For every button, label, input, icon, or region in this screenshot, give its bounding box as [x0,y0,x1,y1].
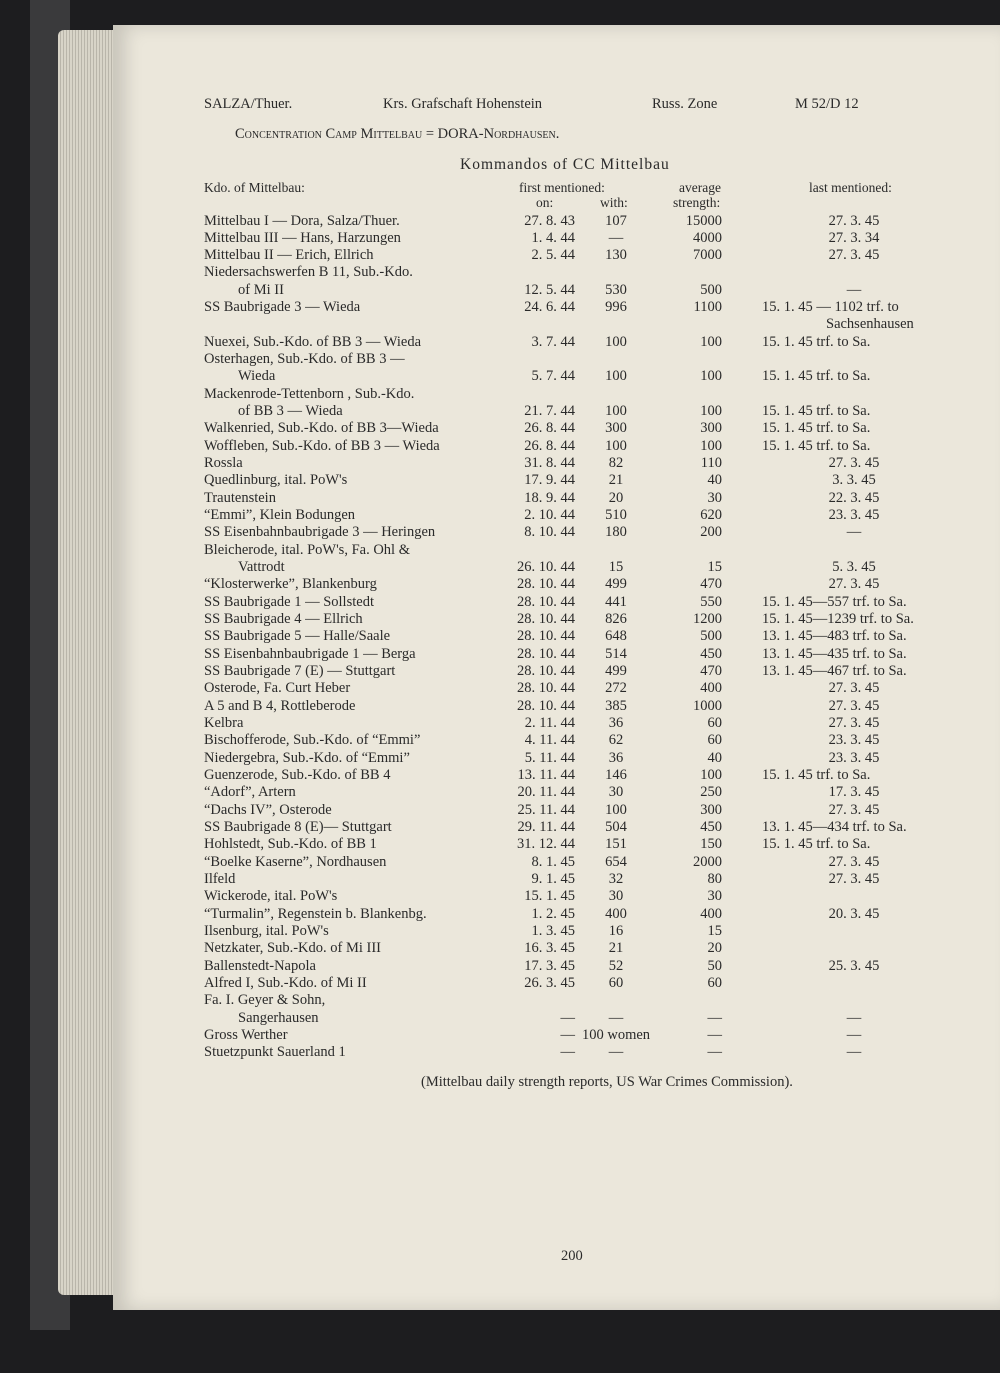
average-strength: 1100 [693,299,722,316]
average-strength: 1200 [693,611,722,628]
first-mentioned-on: 31. 8. 44 [524,455,575,472]
first-mentioned-on: 12. 5. 44 [524,281,575,298]
name-line: Stuetzpunkt Sauerland 1 [204,1044,346,1061]
first-mentioned-on: 24. 6. 44 [524,299,575,316]
kommando-name [204,594,374,611]
first-mentioned-with: 62 [608,732,624,749]
average-strength: 250 [700,784,722,801]
last-mentioned: 20. 3. 45 [828,905,880,922]
name-line: Quedlinburg, ital. PoW's [204,472,348,489]
kommando-name [204,247,374,264]
kommando-name [204,264,413,299]
first-mentioned-with: 107 [605,212,627,229]
first-mentioned-with: — [608,1009,624,1026]
name-line: SS Baubrigade 1 — Sollstedt [204,593,374,610]
average-strength: 100 [700,437,722,454]
name-line: “Adorf”, Artern [204,784,296,801]
kommando-name [204,940,381,957]
first-mentioned-on: — [560,1009,575,1026]
last-mentioned: 27. 3. 45 [828,576,880,593]
average-strength: 15 [707,559,722,576]
name-line: Alfred I, Sub.-Kdo. of Mi II [204,975,367,992]
first-mentioned-with: 20 [608,489,624,506]
first-mentioned-on: 28. 10. 44 [517,645,575,662]
first-mentioned-on: 28. 10. 44 [517,663,575,680]
last-mentioned: Sachsenhausen [826,316,914,333]
kommando-name [204,732,420,749]
first-mentioned-with: — [608,1044,624,1061]
name-line: A 5 and B 4, Rottleberode [204,697,356,714]
last-mentioned: 5. 3. 45 [832,559,876,576]
last-mentioned: 13. 1. 45—483 trf. to Sa. [762,628,907,645]
first-mentioned-on: 28. 10. 44 [517,611,575,628]
kommando-name [204,334,421,351]
first-mentioned-with: 15 [608,559,624,576]
last-mentioned: 23. 3. 45 [828,749,880,766]
average-strength: 450 [700,645,722,662]
camp-title: Concentration Camp Mittelbau = DORA-Nordhausen. [235,126,560,142]
name-line: “Klosterwerke”, Blankenburg [204,576,377,593]
name-line: Osterode, Fa. Curt Heber [204,680,351,697]
first-mentioned-on: 31. 12. 44 [517,836,575,853]
kommando-name [204,784,296,801]
header-district: Krs. Grafschaft Hohenstein [383,96,543,112]
first-mentioned-on: 3. 7. 44 [531,333,575,350]
average-strength: 15000 [685,212,722,229]
last-mentioned: 27. 3. 45 [828,715,880,732]
last-mentioned: — [846,1027,862,1043]
table-title: Kommandos of CC Mittelbau [460,156,670,173]
kommando-name [204,923,329,940]
average-strength: 30 [707,888,722,905]
kommando-name [204,992,325,1027]
name-line: SS Eisenbahnbaubrigade 1 — Berga [204,645,416,662]
first-mentioned-with: 100 [605,801,627,818]
first-mentioned-on: 5. 7. 44 [531,368,575,385]
kommando-name [204,542,410,577]
kommando-name [204,698,355,715]
kommando-name [204,888,337,905]
kommando-name [204,663,395,680]
last-mentioned: 15. 1. 45 trf. to Sa. [762,437,871,454]
average-strength: — [707,1027,722,1043]
name-line: Mittelbau II — Erich, Ellrich [204,247,374,264]
first-mentioned-with: 100 women [581,1027,651,1043]
kommando-name [204,576,377,593]
last-mentioned: — [846,281,862,298]
first-mentioned-on: 25. 11. 44 [517,801,575,818]
average-strength: 40 [707,472,722,489]
first-mentioned-on: 26. 8. 44 [524,437,575,454]
last-mentioned: 27. 3. 45 [828,801,880,818]
first-mentioned-with: 21 [608,940,624,957]
average-strength: 4000 [693,229,722,246]
first-mentioned-with: 21 [608,472,624,489]
kommando-name [204,802,332,819]
last-mentioned: 22. 3. 45 [828,489,880,506]
first-mentioned-on: 27. 8. 43 [524,212,575,229]
kommando-name [204,646,416,663]
kommando-name [204,819,392,836]
kommando-name [204,906,427,923]
first-mentioned-on: 21. 7. 44 [524,403,575,420]
first-mentioned-with: 400 [605,905,627,922]
name-line: Rossla [204,455,243,472]
first-mentioned-with: 100 [605,333,627,350]
first-mentioned-on: 17. 9. 44 [524,472,575,489]
average-strength: 100 [700,767,722,784]
average-strength: 300 [700,801,722,818]
kommando-name [204,230,401,247]
kommando-name [204,490,276,507]
first-mentioned-with: 648 [605,628,627,645]
last-mentioned: 23. 3. 45 [828,732,880,749]
first-mentioned-with: 385 [605,697,627,714]
first-mentioned-with: 151 [605,836,627,853]
name-line: Fa. I. Geyer & Sohn, [204,992,326,1009]
name-line: Woffleben, Sub.-Kdo. of BB 3 — Wieda [204,437,440,454]
col-kdo: Kdo. of Mittelbau: [204,180,305,195]
name-line: Nuexei, Sub.-Kdo. of BB 3 — Wieda [204,333,422,350]
kommando-name [204,767,390,784]
name-line: Wieda [238,368,276,385]
name-line: “Emmi”, Klein Bodungen [204,507,356,524]
name-line: SS Baubrigade 5 — Halle/Saale [204,628,391,645]
last-mentioned: 15. 1. 45—1239 trf. to Sa. [762,611,914,628]
name-line: Guenzerode, Sub.-Kdo. of BB 4 [204,767,391,784]
first-mentioned-on: 26. 8. 44 [524,420,575,437]
kommando-name [204,351,405,386]
first-mentioned-on: 28. 10. 44 [517,576,575,593]
first-mentioned-with: 130 [605,247,627,264]
kommando-name [204,213,400,230]
first-mentioned-on: 1. 3. 45 [531,923,575,940]
first-mentioned-on: 26. 10. 44 [517,559,575,576]
name-line: SS Baubrigade 3 — Wieda [204,299,361,316]
first-mentioned-on: 2. 11. 44 [524,715,575,732]
last-mentioned: 15. 1. 45—557 trf. to Sa. [762,593,907,610]
first-mentioned-on: 20. 11. 44 [517,784,575,801]
name-line: “Dachs IV”, Osterode [204,801,332,818]
first-mentioned-with: 180 [605,524,627,541]
first-mentioned-with: — [608,229,624,246]
last-mentioned: 15. 1. 45 trf. to Sa. [762,420,871,437]
last-mentioned: 15. 1. 45 trf. to Sa. [762,836,871,853]
average-strength: 500 [700,281,722,298]
last-mentioned: 27. 3. 45 [828,853,880,870]
first-mentioned-on: 16. 3. 45 [524,940,575,957]
average-strength: 100 [700,368,722,385]
name-line: “Boelke Kaserne”, Nordhausen [204,853,387,870]
first-mentioned-on: 15. 1. 45 [524,888,575,905]
first-mentioned-with: 100 [605,437,627,454]
last-mentioned: 15. 1. 45 trf. to Sa. [762,403,871,420]
col-first: first mentioned: [519,180,605,195]
average-strength: 100 [700,403,722,420]
kommando-name [204,680,350,697]
last-mentioned: 27. 3. 45 [828,212,880,229]
name-line: Niedergebra, Sub.-Kdo. of “Emmi” [204,749,410,766]
first-mentioned-with: 510 [605,507,627,524]
average-strength: 50 [707,957,722,974]
average-strength: 470 [700,576,722,593]
first-mentioned-on: 5. 11. 44 [524,749,575,766]
last-mentioned: 23. 3. 45 [828,507,880,524]
average-strength: 40 [707,749,722,766]
first-mentioned-on: 8. 1. 45 [531,853,575,870]
first-mentioned-with: 36 [608,749,624,766]
first-mentioned-on: — [560,1027,575,1043]
name-line: Mittelbau I — Dora, Salza/Thuer. [204,212,400,229]
average-strength: — [707,1044,722,1061]
first-mentioned-on: 1. 4. 44 [531,229,575,246]
name-line: “Turmalin”, Regenstein b. Blankenbg. [204,905,427,922]
name-line: SS Baubrigade 4 — Ellrich [204,611,363,628]
average-strength: 470 [700,663,722,680]
first-mentioned-with: 530 [605,281,627,298]
last-mentioned: 15. 1. 45 — 1102 trf. to [762,299,899,316]
header-ref: M 52/D 12 [795,96,859,112]
first-mentioned-with: 16 [608,923,624,940]
first-mentioned-with: 30 [608,784,624,801]
kommando-name [204,420,439,437]
name-line: Trautenstein [204,489,276,506]
name-line: SS Baubrigade 7 (E) — Stuttgart [204,663,396,680]
first-mentioned-on: 13. 11. 44 [517,767,575,784]
average-strength: 550 [700,593,722,610]
last-mentioned: 13. 1. 45—434 trf. to Sa. [762,819,907,836]
last-mentioned: 25. 3. 45 [828,957,880,974]
last-mentioned: 13. 1. 45—435 trf. to Sa. [762,645,907,662]
name-line: Bleicherode, ital. PoW's, Fa. Ohl & [204,541,410,558]
first-mentioned-on: 28. 10. 44 [517,628,575,645]
average-strength: 30 [707,489,722,506]
average-strength: 200 [700,524,722,541]
name-line: Kelbra [204,715,244,732]
first-mentioned-on: 18. 9. 44 [524,489,575,506]
kommando-name [204,871,235,888]
first-mentioned-on: 28. 10. 44 [517,593,575,610]
first-mentioned-with: 30 [608,888,624,905]
kommando-name [204,524,435,541]
name-line: Mackenrode-Tettenborn , Sub.-Kdo. [204,385,415,402]
average-strength: 150 [700,836,722,853]
first-mentioned-with: 504 [605,819,627,836]
kommando-name [204,299,360,316]
first-mentioned-with: 499 [605,663,627,680]
col-strength: strength: [673,195,721,210]
kommando-name [204,611,363,628]
name-line: SS Baubrigade 8 (E)— Stuttgart [204,819,392,836]
name-line: Gross Werther [204,1027,288,1043]
kommando-name [204,455,243,472]
first-mentioned-on: 17. 3. 45 [524,957,575,974]
last-mentioned: — [846,1044,862,1061]
name-line: Mittelbau III — Hans, Harzungen [204,229,401,246]
kommando-name [204,386,414,421]
first-mentioned-with: 36 [608,715,624,732]
first-mentioned-on: 4. 11. 44 [524,732,575,749]
col-with: with: [600,195,628,210]
last-mentioned: 17. 3. 45 [828,784,880,801]
kommando-name [204,628,390,645]
first-mentioned-on: 8. 10. 44 [524,524,575,541]
kommando-name [204,854,386,871]
name-line: Hohlstedt, Sub.-Kdo. of BB 1 [204,836,377,853]
first-mentioned-with: 441 [605,593,627,610]
name-line: SS Eisenbahnbaubrigade 3 — Heringen [204,524,436,541]
kommando-name [204,438,440,455]
col-last: last mentioned: [809,180,892,195]
name-line: Netzkater, Sub.-Kdo. of Mi III [204,940,381,957]
kommando-name [204,1044,346,1061]
name-line: Niedersachswerfen B 11, Sub.-Kdo. [204,264,413,281]
name-line: of BB 3 — Wieda [238,403,343,420]
last-mentioned: 27. 3. 34 [828,229,880,246]
average-strength: 1000 [693,697,722,714]
average-strength: 100 [700,333,722,350]
kommando-name [204,507,355,524]
kommando-name [204,1027,288,1044]
first-mentioned-on: 28. 10. 44 [517,697,575,714]
name-line: Ballenstedt-Napola [204,957,316,974]
first-mentioned-with: 300 [605,420,627,437]
name-line: Osterhagen, Sub.-Kdo. of BB 3 — [204,351,405,368]
col-avg: average [679,180,721,195]
kommando-name [204,975,367,992]
first-mentioned-with: 826 [605,611,627,628]
last-mentioned: 27. 3. 45 [828,455,880,472]
last-mentioned: 3. 3. 45 [832,472,876,489]
average-strength: 2000 [693,853,722,870]
header-place: SALZA/Thuer. [204,96,293,112]
name-line: Bischofferode, Sub.-Kdo. of “Emmi” [204,732,421,749]
col-on: on: [536,195,554,210]
average-strength: 450 [700,819,722,836]
name-line: of Mi II [238,281,284,298]
last-mentioned: 15. 1. 45 trf. to Sa. [762,368,871,385]
average-strength: 15 [707,923,722,940]
first-mentioned-with: 654 [605,853,627,870]
name-line: Walkenried, Sub.-Kdo. of BB 3—Wieda [204,420,439,437]
header-zone: Russ. Zone [652,96,718,112]
page-number: 200 [561,1248,583,1264]
kommando-name [204,472,347,489]
first-mentioned-with: 32 [608,871,624,888]
average-strength: 300 [700,420,722,437]
first-mentioned-on: 28. 10. 44 [517,680,575,697]
average-strength: — [707,1009,722,1026]
kommando-name [204,750,410,767]
first-mentioned-on: 26. 3. 45 [524,975,575,992]
last-mentioned: — [846,524,862,541]
kommando-name [204,836,377,853]
last-mentioned: 13. 1. 45—467 trf. to Sa. [762,663,907,680]
page-edges [58,30,118,1295]
last-mentioned: 15. 1. 45 trf. to Sa. [762,767,871,784]
first-mentioned-with: 272 [605,680,627,697]
average-strength: 400 [700,680,722,697]
last-mentioned: 27. 3. 45 [828,871,880,888]
average-strength: 60 [707,975,722,992]
first-mentioned-with: 52 [608,957,624,974]
source-note: (Mittelbau daily strength reports, US War Crimes Commission). [421,1074,793,1090]
name-line: Ilsenburg, ital. PoW's [204,923,329,940]
last-mentioned: 15. 1. 45 trf. to Sa. [762,333,871,350]
first-mentioned-on: 9. 1. 45 [531,871,575,888]
first-mentioned-on: — [560,1044,575,1061]
last-mentioned: 27. 3. 45 [828,680,880,697]
average-strength: 500 [700,628,722,645]
first-mentioned-with: 60 [608,975,624,992]
first-mentioned-with: 100 [605,368,627,385]
first-mentioned-with: 82 [608,455,624,472]
first-mentioned-on: 29. 11. 44 [517,819,575,836]
kommando-name [204,715,243,732]
last-mentioned: 27. 3. 45 [828,697,880,714]
first-mentioned-with: 146 [605,767,627,784]
average-strength: 80 [707,871,722,888]
average-strength: 7000 [693,247,722,264]
first-mentioned-on: 2. 5. 44 [531,247,575,264]
name-line: Vattrodt [238,559,285,576]
name-line: Sangerhausen [238,1009,319,1026]
first-mentioned-on: 1. 2. 45 [531,905,575,922]
kommando-name [204,958,316,975]
first-mentioned-with: 499 [605,576,627,593]
first-mentioned-with: 996 [605,299,627,316]
average-strength: 620 [700,507,722,524]
first-mentioned-with: 100 [605,403,627,420]
name-line: Ilfeld [204,871,236,888]
last-mentioned: — [846,1009,862,1026]
average-strength: 20 [707,940,722,957]
average-strength: 400 [700,905,722,922]
last-mentioned: 27. 3. 45 [828,247,880,264]
average-strength: 60 [707,715,722,732]
average-strength: 60 [707,732,722,749]
average-strength: 110 [700,455,722,472]
first-mentioned-with: 514 [605,645,627,662]
first-mentioned-on: 2. 10. 44 [524,507,575,524]
name-line: Wickerode, ital. PoW's [204,888,338,905]
